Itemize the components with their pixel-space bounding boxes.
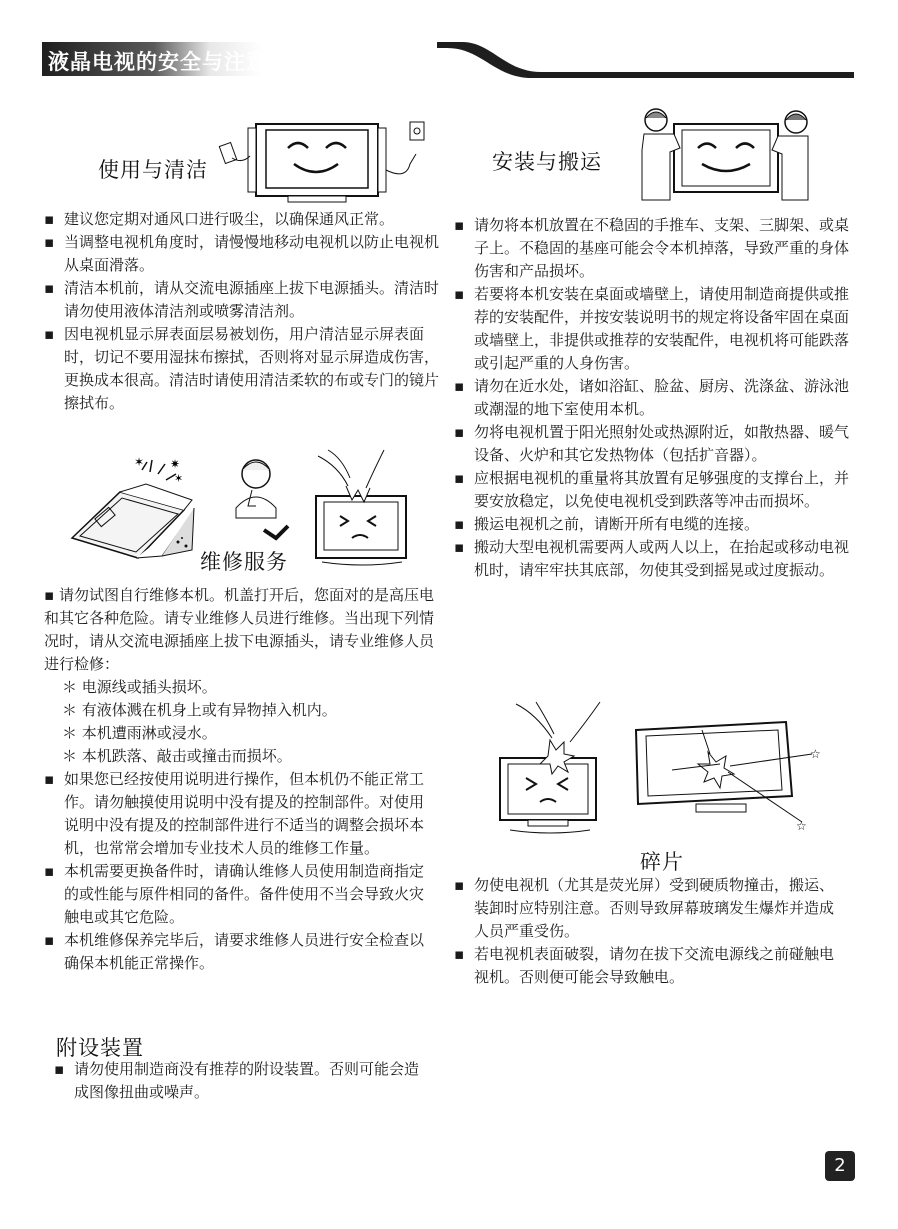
- service-list: [44, 768, 436, 975]
- svg-text:✶: ✶: [134, 455, 145, 469]
- list-item: ▪ 如果您已经按使用说明进行操作，但本机仍不能正常工作。请勿触摸使用说明中没有提及的控制部件。对使用说明中没有提及的控制部件进行不适当的调整会损坏本机，也常常会增加专业技术人员的维修工作量。: [44, 770, 425, 857]
- tv-cleaning-illustration: [218, 118, 433, 206]
- condition-item: ＊ 本机跌落、敲击或撞击而损坏。: [62, 747, 292, 765]
- list-item: ▪ 勿将电视机置于阳光照射处或热源附近，如散热器、暖气设备、火炉和其它发热物体（包括扩音器）。: [454, 423, 850, 464]
- service-conditions: [44, 676, 436, 768]
- list-item: ▪ 勿使电视机（尤其是荧光屏）受到硬质物撞击，搬运、装卸时应特别注意。否则导致屏幕玻璃发生爆炸并造成人员严重受伤。: [454, 876, 835, 940]
- list-item: ▪ 搬动大型电视机需要两人或两人以上，在抬起或移动电视机时，请牢牢扶其底部，勿使其受到摇晃或过度振动。: [454, 538, 850, 579]
- condition-item: ＊ 本机遭雨淋或浸水。: [62, 724, 217, 742]
- bullet-marker: ▪: [44, 279, 55, 297]
- svg-text:☆: ☆: [796, 819, 807, 833]
- section-title-accessory: 附设装置: [56, 1036, 144, 1060]
- list-item: ▪ 请勿将本机放置在不稳固的手推车、支架、三脚架、或桌子上。不稳固的基座可能会令本机掉落，导致严重的身体伤害和产品损坏。: [454, 216, 850, 280]
- tv-carrying-illustration: [636, 104, 812, 204]
- star-marker: ＊: [62, 724, 78, 742]
- service-block: [44, 584, 436, 975]
- bullet-marker: ▪: [454, 377, 465, 395]
- bullet-marker: ▪: [454, 423, 465, 441]
- star-marker: ＊: [62, 747, 78, 765]
- section-title-install: 安装与搬运: [492, 150, 602, 174]
- install-list: [454, 214, 854, 582]
- svg-text:✶: ✶: [174, 472, 184, 485]
- condition-item: ＊ 电源线或插头损坏。: [62, 678, 217, 696]
- bullet-marker: ▪: [454, 216, 465, 234]
- bullet-marker: ▪: [44, 770, 55, 788]
- bullet-marker: ▪: [44, 325, 55, 343]
- list-item: ▪ 清洁本机前，请从交流电源插座上拔下电源插头。清洁时请勿使用液体清洁剂或喷雾清洁剂。: [44, 279, 440, 320]
- bullet-marker: ▪: [454, 469, 465, 487]
- bullet-marker: ▪: [44, 233, 55, 251]
- accessory-list: [54, 1058, 426, 1104]
- list-item: ▪ 若要将本机安装在桌面或墙壁上，请使用制造商提供或推荐的安装配件，并按安装说明书的规定将设备牢固在桌面或墙壁上，非提供或推荐的安装配件，电视机将可能跌落或引起严重的人身伤害。: [454, 285, 850, 372]
- star-marker: ＊: [62, 701, 78, 719]
- bullet-marker: ▪: [54, 1060, 65, 1078]
- list-item: ▪ 若电视机表面破裂，请勿在拔下交流电源线之前碰触电视机。否则便可能会导致触电。: [454, 945, 835, 986]
- bullet-marker: ▪: [44, 210, 55, 228]
- list-item: ▪ 当调整电视机角度时，请慢慢地移动电视机以防止电视机从桌面滑落。: [44, 233, 440, 274]
- list-item: ▪ 建议您定期对通风口进行吸尘，以确保通风正常。: [44, 208, 442, 231]
- shards-list: [454, 874, 842, 989]
- use-clean-list: [44, 208, 442, 415]
- bullet-marker: ▪: [44, 586, 55, 604]
- list-item: ▪ 本机维修保养完毕后，请要求维修人员进行安全检查以确保本机能正常操作。: [44, 931, 425, 972]
- bullet-marker: ▪: [454, 285, 465, 303]
- tv-shards-illustration: [496, 700, 836, 836]
- page-title: 液晶电视的安全与注意事项: [48, 49, 312, 74]
- bullet-marker: ▪: [454, 538, 465, 556]
- list-item: ▪ 因电视机显示屏表面层易被划伤，用户清洁显示屏表面时，切记不要用湿抹布擦拭，否则将对显示屏造成伤害，更换成本很高。清洁时请使用清洁柔软的布或专门的镜片擦拭布。: [44, 325, 440, 412]
- page-number: 2: [825, 1151, 855, 1181]
- section-title-shards: 碎片: [640, 850, 684, 874]
- list-item: ▪ 请勿使用制造商没有推荐的附设装置。否则可能会造成图像扭曲或噪声。: [54, 1060, 420, 1101]
- list-item: ▪ 本机需要更换备件时，请确认维修人员使用制造商指定的或性能与原件相同的备件。备件使用不当会导致火灾触电或其它危险。: [44, 862, 425, 926]
- condition-item: ＊ 有液体溅在机身上或有异物掉入机内。: [62, 701, 337, 719]
- section-title-use-clean: 使用与清洁: [98, 158, 208, 182]
- bullet-marker: ▪: [454, 876, 465, 894]
- list-item: ▪ 搬运电视机之前，请断开所有电缆的连接。: [454, 513, 854, 536]
- bullet-marker: ▪: [44, 931, 55, 949]
- svg-text:✷: ✷: [170, 457, 181, 471]
- star-marker: ＊: [62, 678, 78, 696]
- section-title-service: 维修服务: [200, 550, 288, 574]
- bullet-marker: ▪: [454, 515, 465, 533]
- service-intro: ▪ 请勿试图自行维修本机。机盖打开后，您面对的是高压电和其它各种危险。请专业维修人员进行维修。当出现下列情况时，请从交流电源插座上拔下电源插头，请专业维修人员进行检修：: [44, 586, 435, 673]
- list-item: ▪ 请勿在近水处，诸如浴缸、脸盆、厨房、洗涤盆、游泳池或潮湿的地下室使用本机。: [454, 377, 850, 418]
- bullet-marker: ▪: [454, 945, 465, 963]
- bullet-marker: ▪: [44, 862, 55, 880]
- svg-text:☆: ☆: [810, 747, 821, 761]
- list-item: ▪ 应根据电视机的重量将其放置有足够强度的支撑台上，并要安放稳定，以免使电视机受到跌落等冲击而损坏。: [454, 469, 850, 510]
